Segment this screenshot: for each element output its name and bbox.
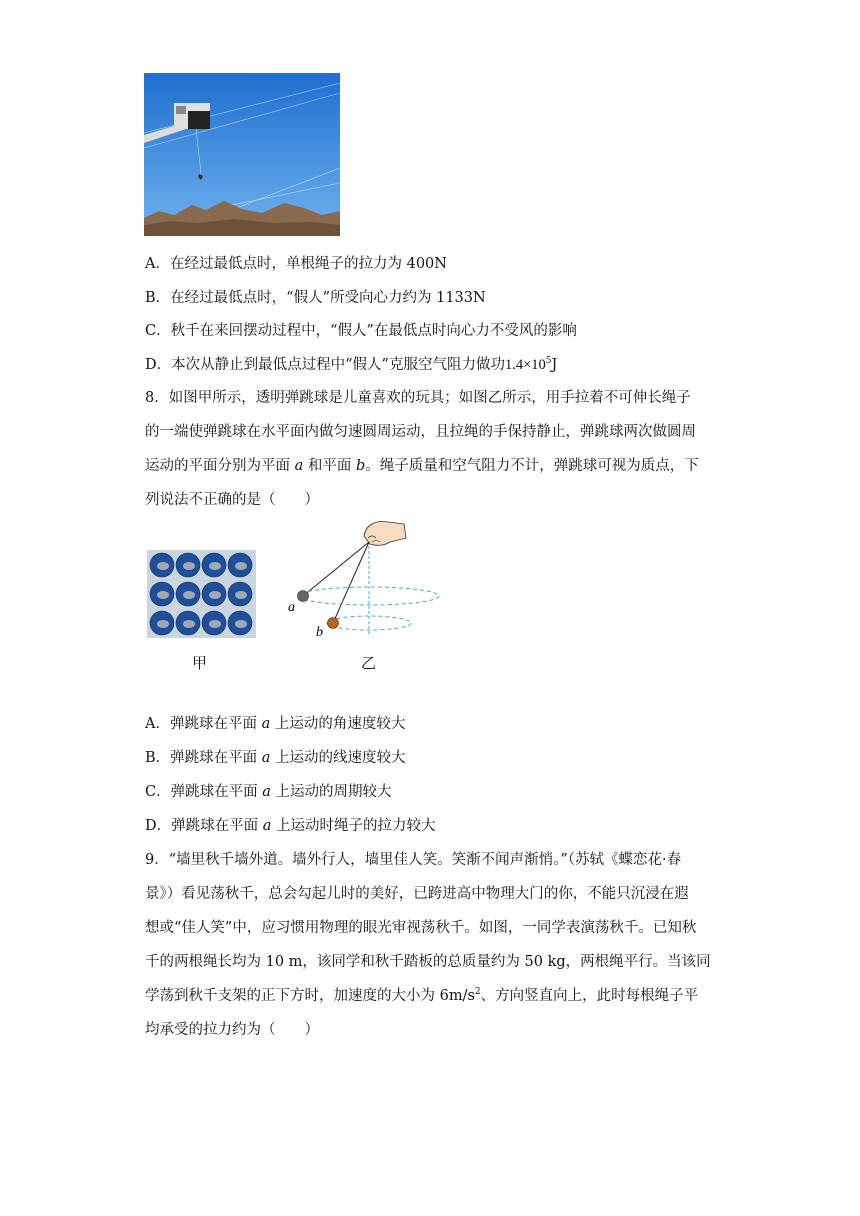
q7-option-d: D．本次从静止到最低点过程中“假人”克服空气阻力做功$1.4\times 10^5J$	[145, 356, 558, 373]
q8-stem-line3: 运动的平面分别为平面 a 和平面 b。绳子质量和空气阻力不计，弹跳球可视为质点，下	[145, 458, 699, 474]
q9-stem-line5: 学荡到秋千支架的正下方时，加速度的大小为 $6m/s^2$、方向竖直向上，此时每根绳子平	[145, 987, 699, 1004]
q8-option-d: D．弹跳球在平面 a 上运动时绳子的拉力较大	[145, 818, 436, 834]
bouncy-ball-figurine	[209, 562, 221, 570]
figure-jia-bouncy-balls	[147, 550, 256, 638]
q9-stem-line6: 均承受的拉力约为（ ）	[145, 1022, 319, 1038]
bouncy-ball-figurine	[157, 562, 169, 570]
q8-stem-line4: 列说法不正确的是（ ）	[145, 492, 319, 508]
bouncy-ball-figurine	[235, 562, 247, 570]
bouncy-ball-figurine	[157, 591, 169, 599]
q9-stem-line3: 想或“佳人笑”中，应习惯用物理的眼光审视荡秋千。如图，一同学表演荡秋千。已知秋	[145, 920, 697, 936]
q7-option-c: C．秋千在来回摆动过程中，“假人”在最低点时向心力不受风的影响	[145, 323, 577, 339]
bouncy-ball-figurine	[209, 620, 221, 628]
figure-label-a: a	[288, 600, 295, 615]
q9-stem-line4: 千的两根绳长均为 10 m，该同学和秋千踏板的总质量约为 50 kg，两根绳平行。当该同	[145, 954, 711, 970]
bouncy-ball-figurine	[235, 591, 247, 599]
bouncy-ball-figurine	[183, 620, 195, 628]
bouncy-ball-figurine	[157, 620, 169, 628]
figure-jia-caption: 甲	[192, 654, 208, 672]
q7-option-a: A．在经过最低点时，单根绳子的拉力为 400N	[145, 256, 447, 272]
q9-stem-line1: 9．“墙里秋千墙外道。墙外行人，墙里佳人笑。笑渐不闻声渐悄。”（苏轼《蝶恋花·春	[145, 852, 682, 868]
q8-option-b: B．弹跳球在平面 a 上运动的线速度较大	[145, 750, 406, 766]
swing-photo	[144, 73, 340, 236]
q7-option-b: B．在经过最低点时，“假人”所受向心力约为 1133N	[145, 290, 486, 306]
bouncy-ball-figurine	[209, 591, 221, 599]
figure-label-b: b	[316, 625, 323, 638]
q8-stem-line1: 8．如图甲所示，透明弹跳球是儿童喜欢的玩具；如图乙所示，用手拉着不可伸长绳子	[145, 390, 691, 406]
bouncy-ball-figurine	[235, 620, 247, 628]
figure-yi-caption: 乙	[361, 654, 377, 672]
q8-option-a: A．弹跳球在平面 a 上运动的角速度较大	[145, 716, 406, 732]
bouncy-ball-figurine	[183, 562, 195, 570]
figure-yi-conical-pendulum	[284, 516, 444, 638]
q8-stem-line2: 的一端使弹跳球在水平面内做匀速圆周运动，且拉绳的手保持静止，弹跳球两次做圆周	[145, 424, 696, 440]
q8-option-c: C．弹跳球在平面 a 上运动的周期较大	[145, 784, 392, 800]
bouncy-ball-figurine	[183, 591, 195, 599]
q9-stem-line2: 景》）看见荡秋千，总会勾起儿时的美好，已跨进高中物理大门的你，不能只沉浸在遐	[145, 886, 689, 902]
